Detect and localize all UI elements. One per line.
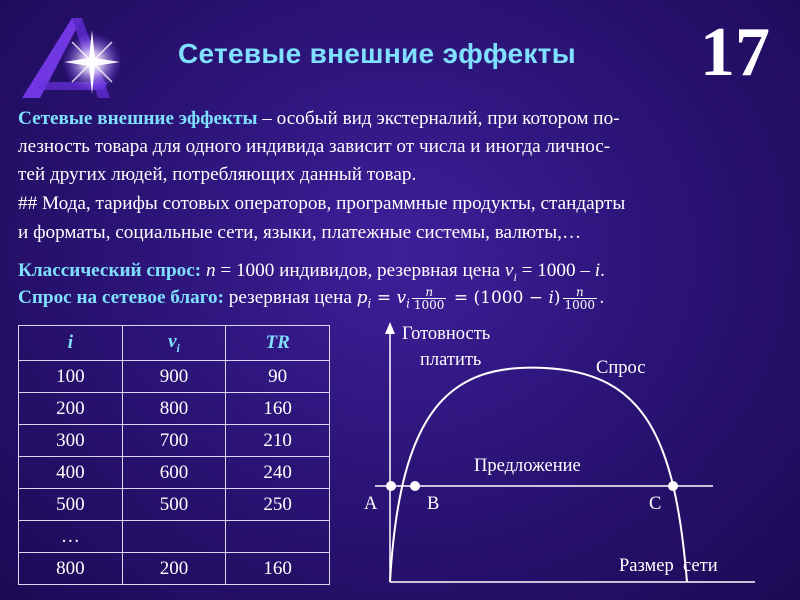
y-axis-label-1: Готовность xyxy=(402,324,491,344)
table-cell xyxy=(122,521,226,553)
network-formula: $p_i = v_i$ $\frac{n}{1000}$ = (1000 − i) $\frac{n}{1000}$ . xyxy=(356,285,605,312)
point-b-marker xyxy=(410,481,420,491)
table-row xyxy=(19,553,330,585)
point-a-marker xyxy=(386,481,396,491)
slide-number: 17 xyxy=(700,14,770,91)
point-a-label: A xyxy=(364,494,378,514)
table-cell: 160 xyxy=(226,553,330,585)
table-header-tr: TR xyxy=(226,326,330,361)
table-cell: 500 xyxy=(19,489,123,521)
revenue-table xyxy=(18,325,330,585)
table-row xyxy=(19,425,330,457)
y-axis-arrow-icon xyxy=(385,322,395,334)
slide-title: Сетевые внешние эффекты xyxy=(178,38,576,69)
table-cell: 400 xyxy=(19,457,123,489)
table-cell: 240 xyxy=(226,457,330,489)
table-cell: 160 xyxy=(226,393,330,425)
table-row xyxy=(19,393,330,425)
point-c-label: C xyxy=(649,494,662,514)
table-cell: 300 xyxy=(19,425,123,457)
x-axis-label: Размер сети xyxy=(619,556,718,576)
table-cell: 200 xyxy=(19,393,123,425)
point-c-marker xyxy=(668,481,678,491)
network-demand-line: Спрос на сетевое благо: резервная цена $p_i = v_i$ $\frac{n}{1000}$ = (1000 − i) $\frac{n}{1000}$ . xyxy=(18,285,605,312)
definition-term: Сетевые внешние эффекты xyxy=(18,108,258,129)
table-row xyxy=(19,361,330,393)
table-cell: 210 xyxy=(226,425,330,457)
table-cell: 200 xyxy=(122,553,226,585)
table-cell: 90 xyxy=(226,361,330,393)
y-axis-label-2: платить xyxy=(420,350,482,370)
table-cell: 500 xyxy=(122,489,226,521)
classic-demand-label: Классический спрос: xyxy=(18,260,202,281)
demand-label: Спрос xyxy=(596,358,646,378)
table-cell: 900 xyxy=(122,361,226,393)
definition-text: – особый вид экстерналий, при котором по- xyxy=(257,108,620,129)
table-row xyxy=(19,489,330,521)
table-cell: 700 xyxy=(122,425,226,457)
table-cell: 100 xyxy=(19,361,123,393)
table-cell: 600 xyxy=(122,457,226,489)
definition-line-1 xyxy=(18,108,620,130)
network-demand-label: Спрос на сетевое благо: xyxy=(18,287,224,308)
table-cell: 800 xyxy=(122,393,226,425)
table-cell xyxy=(226,521,330,553)
examples-line-2: и форматы, социальные сети, языки, платежные системы, валюты,… xyxy=(18,222,582,243)
table-header-i: i xyxy=(19,326,123,361)
table-header-v: $v_i$ xyxy=(122,326,226,361)
table-cell: … xyxy=(19,521,123,553)
classic-demand-line: Классический спрос: n = 1000 индивидов, резервная цена $v_i = 1000 - i$. xyxy=(18,260,605,284)
table-cell: 800 xyxy=(19,553,123,585)
definition-line-2: лезность товара для одного индивида зависит от числа и иногда личнос- xyxy=(18,136,611,157)
point-b-label: B xyxy=(427,494,440,514)
definition-line-3: тей других людей, потребляющих данный товар. xyxy=(18,164,417,185)
table-row xyxy=(19,457,330,489)
examples-line-1: ## Мода, тарифы сотовых операторов, программные продукты, стандарты xyxy=(18,193,626,214)
supply-label: Предложение xyxy=(474,456,581,476)
table-cell: 250 xyxy=(226,489,330,521)
table-header-row xyxy=(19,326,330,361)
table-row xyxy=(19,521,330,553)
